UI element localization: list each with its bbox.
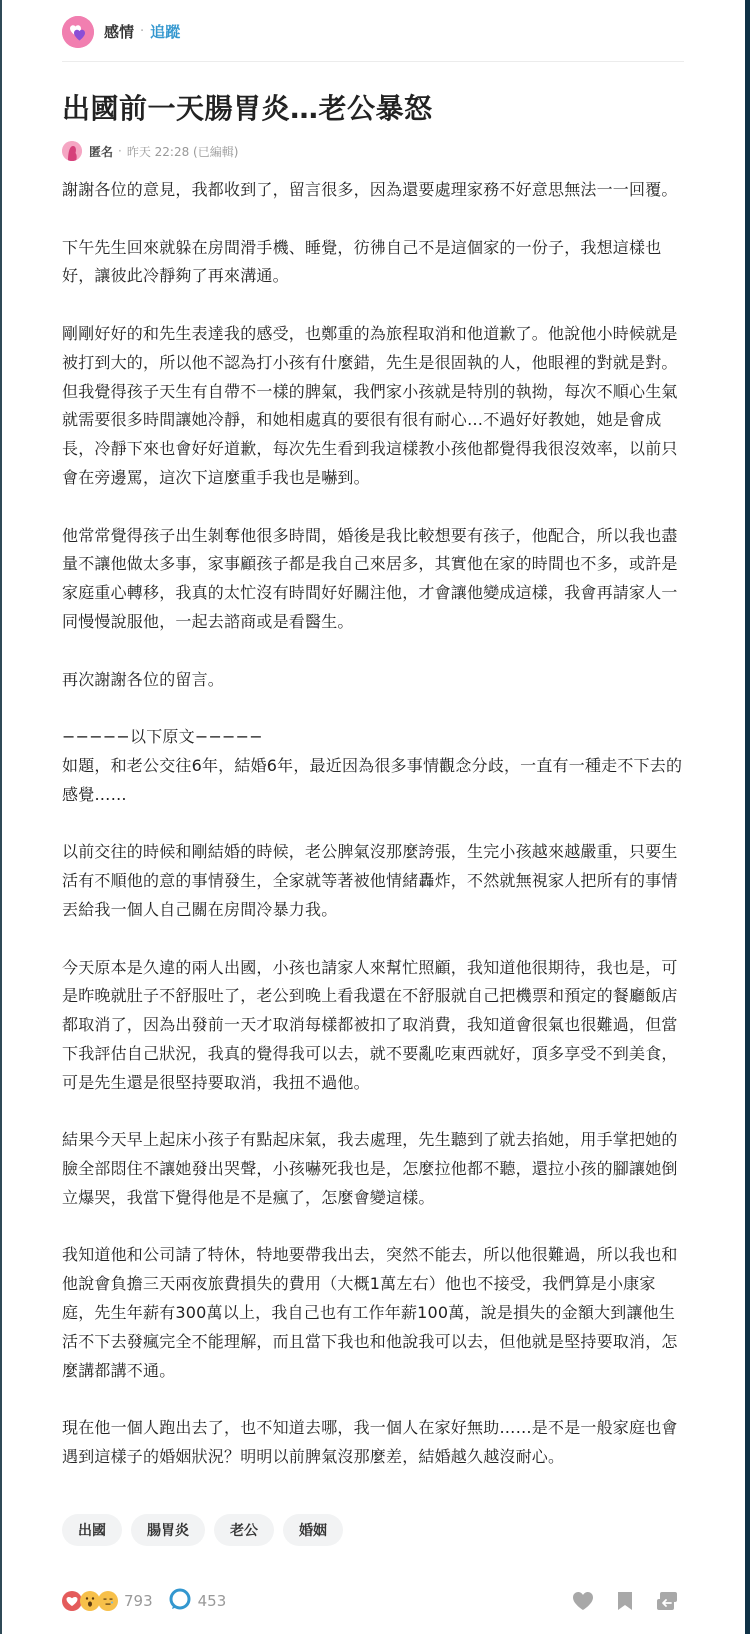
post-page xyxy=(62,0,684,1610)
paragraph: 結果今天早上起床小孩子有點起床氣，我去處理，先生聽到了就去掐她，用手掌把她的臉全部悶住不讓她發出哭聲，小孩嚇死我也是，怎麼拉他都不聽，還拉小孩的腳讓她倒立爆哭，我當下覺得他是不是瘋了，怎麼會變這樣。 xyxy=(62,1130,678,1207)
paragraph-spacer xyxy=(62,925,684,954)
separator-dot: · xyxy=(118,144,122,158)
sad-face-icon xyxy=(98,1591,118,1611)
paragraph: 以前交往的時候和剛結婚的時候，老公脾氣沒那麼誇張，生完小孩越來越嚴重，只要生活有不順他的意的事情發生，全家就等著被他情緒轟炸，不然就無視家人把所有的事情丟給我一個人自己關在房間冷暴力我。 xyxy=(62,842,678,919)
reaction-count: 793 xyxy=(124,1592,153,1610)
paragraph: 現在他一個人跑出去了，也不知道去哪，我一個人在家好無助……是不是一般家庭也會遇到這樣子的婚姻狀況？明明以前脾氣沒那麼差，結婚越久越沒耐心。 xyxy=(62,1418,678,1467)
paragraph: 剛剛好好的和先生表達我的感受，也鄭重的為旅程取消和他道歉了。他說他小時候就是被打到大的，所以他不認為打小孩有什麼錯，先生是很固執的人，他眼裡的對就是對。但我覺得孩子天生有自帶不一樣的脾氣，我們家小孩就是特別的執拗，每次不順心生氣就需要很多時間讓她冷靜，和她相處真的要很有很有耐心…不過好好教她，她是會成長，冷靜下來也會好好道歉，每次先生看到我這樣教小孩他都覺得我很沒效率，以前只會在旁邊罵，這次下這麼重手我也是嚇到。 xyxy=(62,323,678,487)
tag-list xyxy=(62,1514,343,1546)
post-actions xyxy=(572,1590,684,1612)
paragraph-spacer xyxy=(62,1098,684,1127)
comments-summary[interactable] xyxy=(169,1588,227,1614)
comment-bubble-icon xyxy=(169,1588,191,1614)
follow-button[interactable]: 追蹤 xyxy=(150,23,181,41)
board-name[interactable]: 感情 xyxy=(104,23,135,41)
anonymous-avatar-icon xyxy=(62,141,82,161)
reactions-summary[interactable] xyxy=(62,1591,153,1611)
like-heart-icon[interactable] xyxy=(572,1590,594,1612)
paragraph: 如題，和老公交往6年，結婚6年，最近因為很多事情觀念分歧，一直有一種走不下去的感覺…… xyxy=(62,755,683,804)
paragraph-spacer xyxy=(62,694,684,723)
window-frame-right xyxy=(745,0,750,1634)
paragraph-spacer xyxy=(62,810,684,839)
heart-icon xyxy=(62,1591,82,1611)
paragraph-spacer xyxy=(62,1385,684,1414)
paragraph-spacer xyxy=(62,205,684,234)
tag-chip[interactable]: 老公 xyxy=(214,1514,274,1546)
heart-board-icon[interactable] xyxy=(62,16,94,48)
post-title: 出國前一天腸胃炎…老公暴怒 xyxy=(62,92,433,125)
post-footer xyxy=(62,1589,684,1613)
paragraph-spacer xyxy=(62,493,684,522)
surprised-face-icon xyxy=(80,1591,100,1611)
author-row xyxy=(62,139,684,163)
share-icon[interactable] xyxy=(656,1590,678,1612)
window-frame-left xyxy=(0,0,2,1634)
bookmark-icon[interactable] xyxy=(614,1590,636,1612)
paragraph: 今天原本是久違的兩人出國，小孩也請家人來幫忙照顧，我知道他很期待，我也是，可是昨晚就肚子不舒服吐了，老公到晚上看我還在不舒服就自己把機票和預定的餐廳飯店都取消了，因為出發前一天才取消每樣都被扣了取消費，我知道會很氣也很難過，但當下我評估自己狀況，我真的覺得我可以去，就不要亂吃東西就好，頂多享受不到美食，可是先生還是很堅持要取消，我扭不過他。 xyxy=(62,957,678,1092)
tag-chip[interactable]: 出國 xyxy=(62,1514,122,1546)
paragraph: 下午先生回來就躲在房間滑手機、睡覺，彷彿自己不是這個家的一份子，我想這樣也好，讓彼此冷靜夠了再來溝通。 xyxy=(62,237,662,286)
tag-chip[interactable]: 腸胃炎 xyxy=(131,1514,205,1546)
paragraph-spacer xyxy=(62,637,684,666)
separator-dot: · xyxy=(140,24,145,39)
comment-count: 453 xyxy=(197,1592,227,1610)
author-name: 匿名 xyxy=(89,144,114,159)
tag-chip[interactable]: 婚姻 xyxy=(283,1514,343,1546)
post-body xyxy=(62,176,684,1472)
paragraph: 我知道他和公司請了特休，特地要帶我出去，突然不能去，所以他很難過，所以我也和他說會負擔三天兩夜旅費損失的費用（大概1萬左右）他也不接受，我們算是小康家庭，先生年薪有300萬以上，我自己也有工作年薪100萬，說是損失的金額大到讓他生活不下去發瘋完全不能理解，而且當下我也和他說我可以去，但他就是堅持要取消，怎麼講都講不通。 xyxy=(62,1245,678,1380)
paragraph-spacer xyxy=(62,1213,684,1242)
paragraph: 再次謝謝各位的留言。 xyxy=(62,669,225,689)
board-header xyxy=(62,0,684,62)
post-timestamp: 昨天 22:28 (已編輯) xyxy=(126,144,239,159)
original-text-divider: −−−−−以下原文−−−−− xyxy=(62,727,263,747)
paragraph: 他常常覺得孩子出生剝奪他很多時間，婚後是我比較想要有孩子，他配合，所以我也盡量不讓他做太多事，家事顧孩子都是我自己來居多，其實他在家的時間也不多，或許是家庭重心轉移，我真的太忙沒有時間好好關注他，才會讓他變成這樣，我會再請家人一同慢慢說服他，一起去諮商或是看醫生。 xyxy=(62,525,678,631)
paragraph-spacer xyxy=(62,291,684,320)
paragraph: 謝謝各位的意見，我都收到了，留言很多，因為還要處理家務不好意思無法一一回覆。 xyxy=(62,180,678,199)
